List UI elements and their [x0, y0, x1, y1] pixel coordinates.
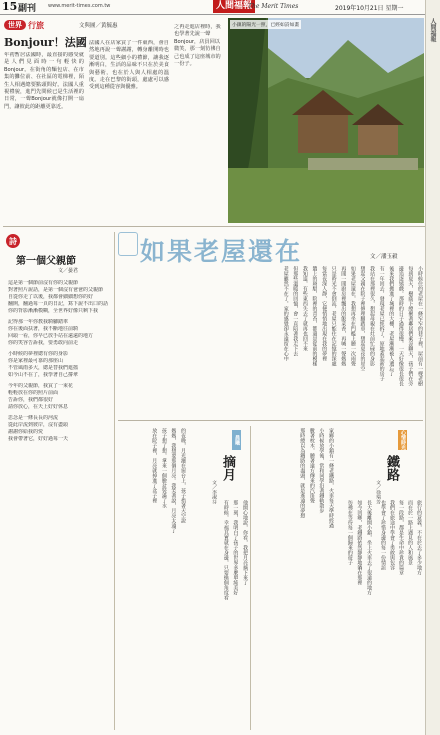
- text-column: 牆上的斑駁，院裡的青苔，都還是從前的模樣: [311, 266, 318, 366]
- road-column-body: [254, 428, 334, 728]
- text-column: 後來我們搬進了城裡的大樓，老屋漸漸被人遺忘了: [388, 266, 395, 376]
- moon-column-title: 摘月: [220, 455, 235, 481]
- text-column: 每當夜深人靜，它便悄悄地出現在我的夢裡: [321, 266, 328, 361]
- house-article-title: 如果老屋還在: [140, 237, 303, 266]
- poem-line: 我會帶著它，好好過每一天: [8, 436, 69, 442]
- text-column: 而在於一路上遇見的人和風景: [407, 500, 413, 565]
- village-photo: [228, 18, 424, 223]
- text-column: 如今回鄉，老鐵路依然靜靜地躺在那裡: [356, 500, 363, 585]
- text-column: 再聞一聞廚房裡飄出的飯菜香，再喊一聲媽媽: [340, 266, 347, 366]
- road-column-tag: 心情時光: [400, 430, 406, 450]
- newspaper-english-name: The Merit Times: [248, 3, 299, 10]
- poem-line: 回頭一看，你早已放手站在遠遠的地方: [8, 333, 94, 339]
- section-divider: [3, 226, 425, 227]
- house-article-body: [118, 266, 423, 416]
- poem-line: 小時候的夢裡總有你的身影: [8, 351, 69, 357]
- poem-line: 記得那一年你教我騎腳踏車: [8, 319, 69, 325]
- text-column: 長大後離開小鎮，坐上火車去了很遠的地方: [366, 500, 372, 595]
- text-column: 我站在那裡很久，想起母親在灶前忙碌的身影: [369, 266, 376, 366]
- poem-line: 告訴你，我們都很好: [8, 397, 54, 403]
- road-column-title: 鐵路: [384, 455, 399, 481]
- poem-line: 輕輕放在你的照片前面: [8, 390, 59, 396]
- moon-column-author: 文／李淑芬: [211, 480, 216, 504]
- poem-line: 你的背影漸漸模糊，全世界好像只剩下我: [8, 308, 99, 314]
- byline: 文與圖／黃毓惠: [79, 23, 118, 29]
- house-article-author: 文／潘玉毅: [370, 254, 398, 260]
- moon-column-tag: 晨曦: [232, 430, 241, 450]
- photo-caption: 小鎮的陽光一照，已經如詩如畫: [230, 20, 301, 29]
- section-divider: [118, 420, 423, 421]
- text-column: 只是時光不會倒流，老屋只能住在記憶的深處: [330, 266, 337, 366]
- road-column-body-2: [336, 500, 372, 728]
- poem-author: 文／晏君: [58, 268, 79, 274]
- section-title: 副刊: [18, 4, 37, 14]
- moon-column-body: [118, 428, 186, 728]
- text-column: 每到夏天，樹蔭下總聚著鄰居們乘涼聊天，孩子們在旁: [407, 266, 414, 386]
- text-column: 我們在旅途中學會了勇敢與包容: [389, 500, 395, 570]
- text-column: 數著枕木，聽著遠方傳來的汽笛聲: [308, 428, 315, 503]
- text-column: 媽媽，我想要那個月亮。我笑著說，月亮太遠了: [170, 428, 177, 533]
- text-column: 孩子想了想，拿來一個臉盆裝滿了水: [160, 428, 167, 508]
- poem-line: 翻開，翻過每一頁的日記，寫下說不出口的話: [8, 301, 109, 307]
- poem-line: 你是家裡最可靠的那座山: [8, 358, 64, 364]
- mountain-village-image: [228, 18, 424, 223]
- text-column: 旅行的意義，不在於去了多少地方: [416, 500, 422, 575]
- text-column: 老屋雖然不在了，家的感覺卻永遠留在心中: [282, 266, 289, 361]
- column-rule: [114, 232, 115, 730]
- article-body-col1: 年初暫居法國時，最直接的感受就是人們見面時一句輕快的Bonjour。在街角的麵包店、在市集的攤位前、在社區的電梯裡，陌生人相遇總要點頭問好。法國人重視禮貌，進門先問候已是生活裡的日常，一聲Bonjour就像打開一扇門，讓彼此的距離更靠近。: [4, 52, 84, 110]
- bonjour-article: [4, 18, 170, 223]
- text-column: 如果老屋還在，我想再坐在門檻上聽一次雨聲: [349, 266, 356, 366]
- poem-line: 你在後面扶著，我不斷地往前騎: [8, 326, 79, 332]
- text-column: 但那些溫暖的回憶，會一直陪著我走下去: [292, 266, 299, 356]
- moon-column-body-2: [188, 500, 248, 728]
- text-column: 小時候放學後，常和同學沿著鐵軌散步: [318, 428, 325, 513]
- text-column: 的夜晚，月光灑在窗台上，孩子指著天空說: [180, 428, 186, 523]
- text-column: 有一年回去，發現老屋已經拆了，原地蓋起新的房子: [378, 266, 385, 381]
- text-column: 也學會了珍惜身邊的每一份情誼: [380, 500, 386, 570]
- adjacent-page-label: 人間福報: [429, 18, 436, 42]
- text-column: 我知道，有些東西失去了就再也回不來: [301, 266, 308, 351]
- text-column: 小時候住的老屋在一條窄窄的巷子裡，屋前有一棵老樹: [417, 266, 423, 386]
- issue-date: 2019年10月21日 星期一: [335, 5, 404, 12]
- poem-title: 第一個父親節: [16, 256, 76, 267]
- article-title: Bonjour！法國: [4, 36, 87, 49]
- text-column: 想起父親在院子裡修理腳踏車，想起夏夜的星空: [359, 266, 366, 371]
- text-column: 有時候，幸福其實就在身邊，只要換個角度看: [222, 500, 229, 600]
- adjacent-page-edge: [425, 0, 440, 735]
- poem-line: 對著照片說話，是第一個沒有爸爸的父親節: [8, 287, 104, 293]
- poem-body: [8, 280, 112, 726]
- poem-tag: 詩: [6, 234, 20, 248]
- text-column: 邊追逐嬉戲。那時的日子過得很慢，一天好像很長很長: [397, 266, 404, 386]
- text-column: 他開心地說，你看，我把月亮摘下來了: [242, 500, 248, 585]
- column-tag: 世界: [4, 20, 26, 30]
- poem-article: [4, 230, 112, 730]
- poem-line: 如今山不在了，我學著自己撐傘: [8, 372, 79, 378]
- text-column: 放在院子裡，月亮就掉進了盆子裡: [151, 428, 158, 503]
- page-number: 15: [2, 0, 18, 13]
- poem-line: 從此岸流到彼岸，沒有盡頭: [8, 422, 69, 428]
- poem-line: 思念是一條長長的河流: [8, 415, 59, 421]
- house-deco-icon: [118, 232, 138, 256]
- poem-line: 你的笑容告訴我，要勇敢向前走: [8, 340, 79, 346]
- text-column: 彷彿在等待每一個歸來的遊子: [346, 500, 353, 565]
- newspaper-logo: 人間福報: [213, 0, 255, 13]
- article-body-col2: 法國人在店家買了一件東西，會自然地再說一聲謝謝，轉身離開時也要道別。這些細小的禮節，讓我逐漸明白，生活的品味不只在於美食與藝術，也在於人與人相處的溫度。走在巴黎的街頭，處處可以感受到這種從容與優雅。: [89, 40, 169, 91]
- page-header: [0, 0, 440, 15]
- text-column: 那時總以為鐵路的盡頭，就是遙遠的夢想: [299, 428, 306, 518]
- column-tag-2: 行旅: [28, 21, 44, 30]
- column-rule: [250, 426, 251, 730]
- road-column-author: 文／徐瑞芳: [375, 480, 380, 504]
- article-body-col3: 之再走進店裡時，我也學著先說一聲Bonjour，店員回以微笑，那一刻彷彿自己也成了這座城市的一份子。: [174, 24, 221, 68]
- text-column: 家鄉的小鎮有一條老鐵路，火車每天準時經過: [328, 428, 334, 528]
- poem-line: 謝謝你給我的愛: [8, 429, 44, 435]
- text-column: 每一段路，都是生命中珍貴的篇章: [398, 500, 404, 575]
- poem-line: 這是第一個節前沒有你的父親節: [8, 280, 79, 286]
- right-column-body: [380, 500, 422, 728]
- poem-line: 自從你走了以後，我都會細細想你的好: [8, 294, 94, 300]
- website: www.merit-times.com.tw: [48, 3, 111, 9]
- poem-line: 不管風雨多大，總是替我們遮擋: [8, 365, 79, 371]
- poem-line: 今年的父親節，我買了一束花: [8, 383, 74, 389]
- text-column: 那一刻，我明白了孩子的世界多麼單純美好: [232, 500, 239, 595]
- poem-line: 請你放心，在天上好好休息: [8, 404, 69, 410]
